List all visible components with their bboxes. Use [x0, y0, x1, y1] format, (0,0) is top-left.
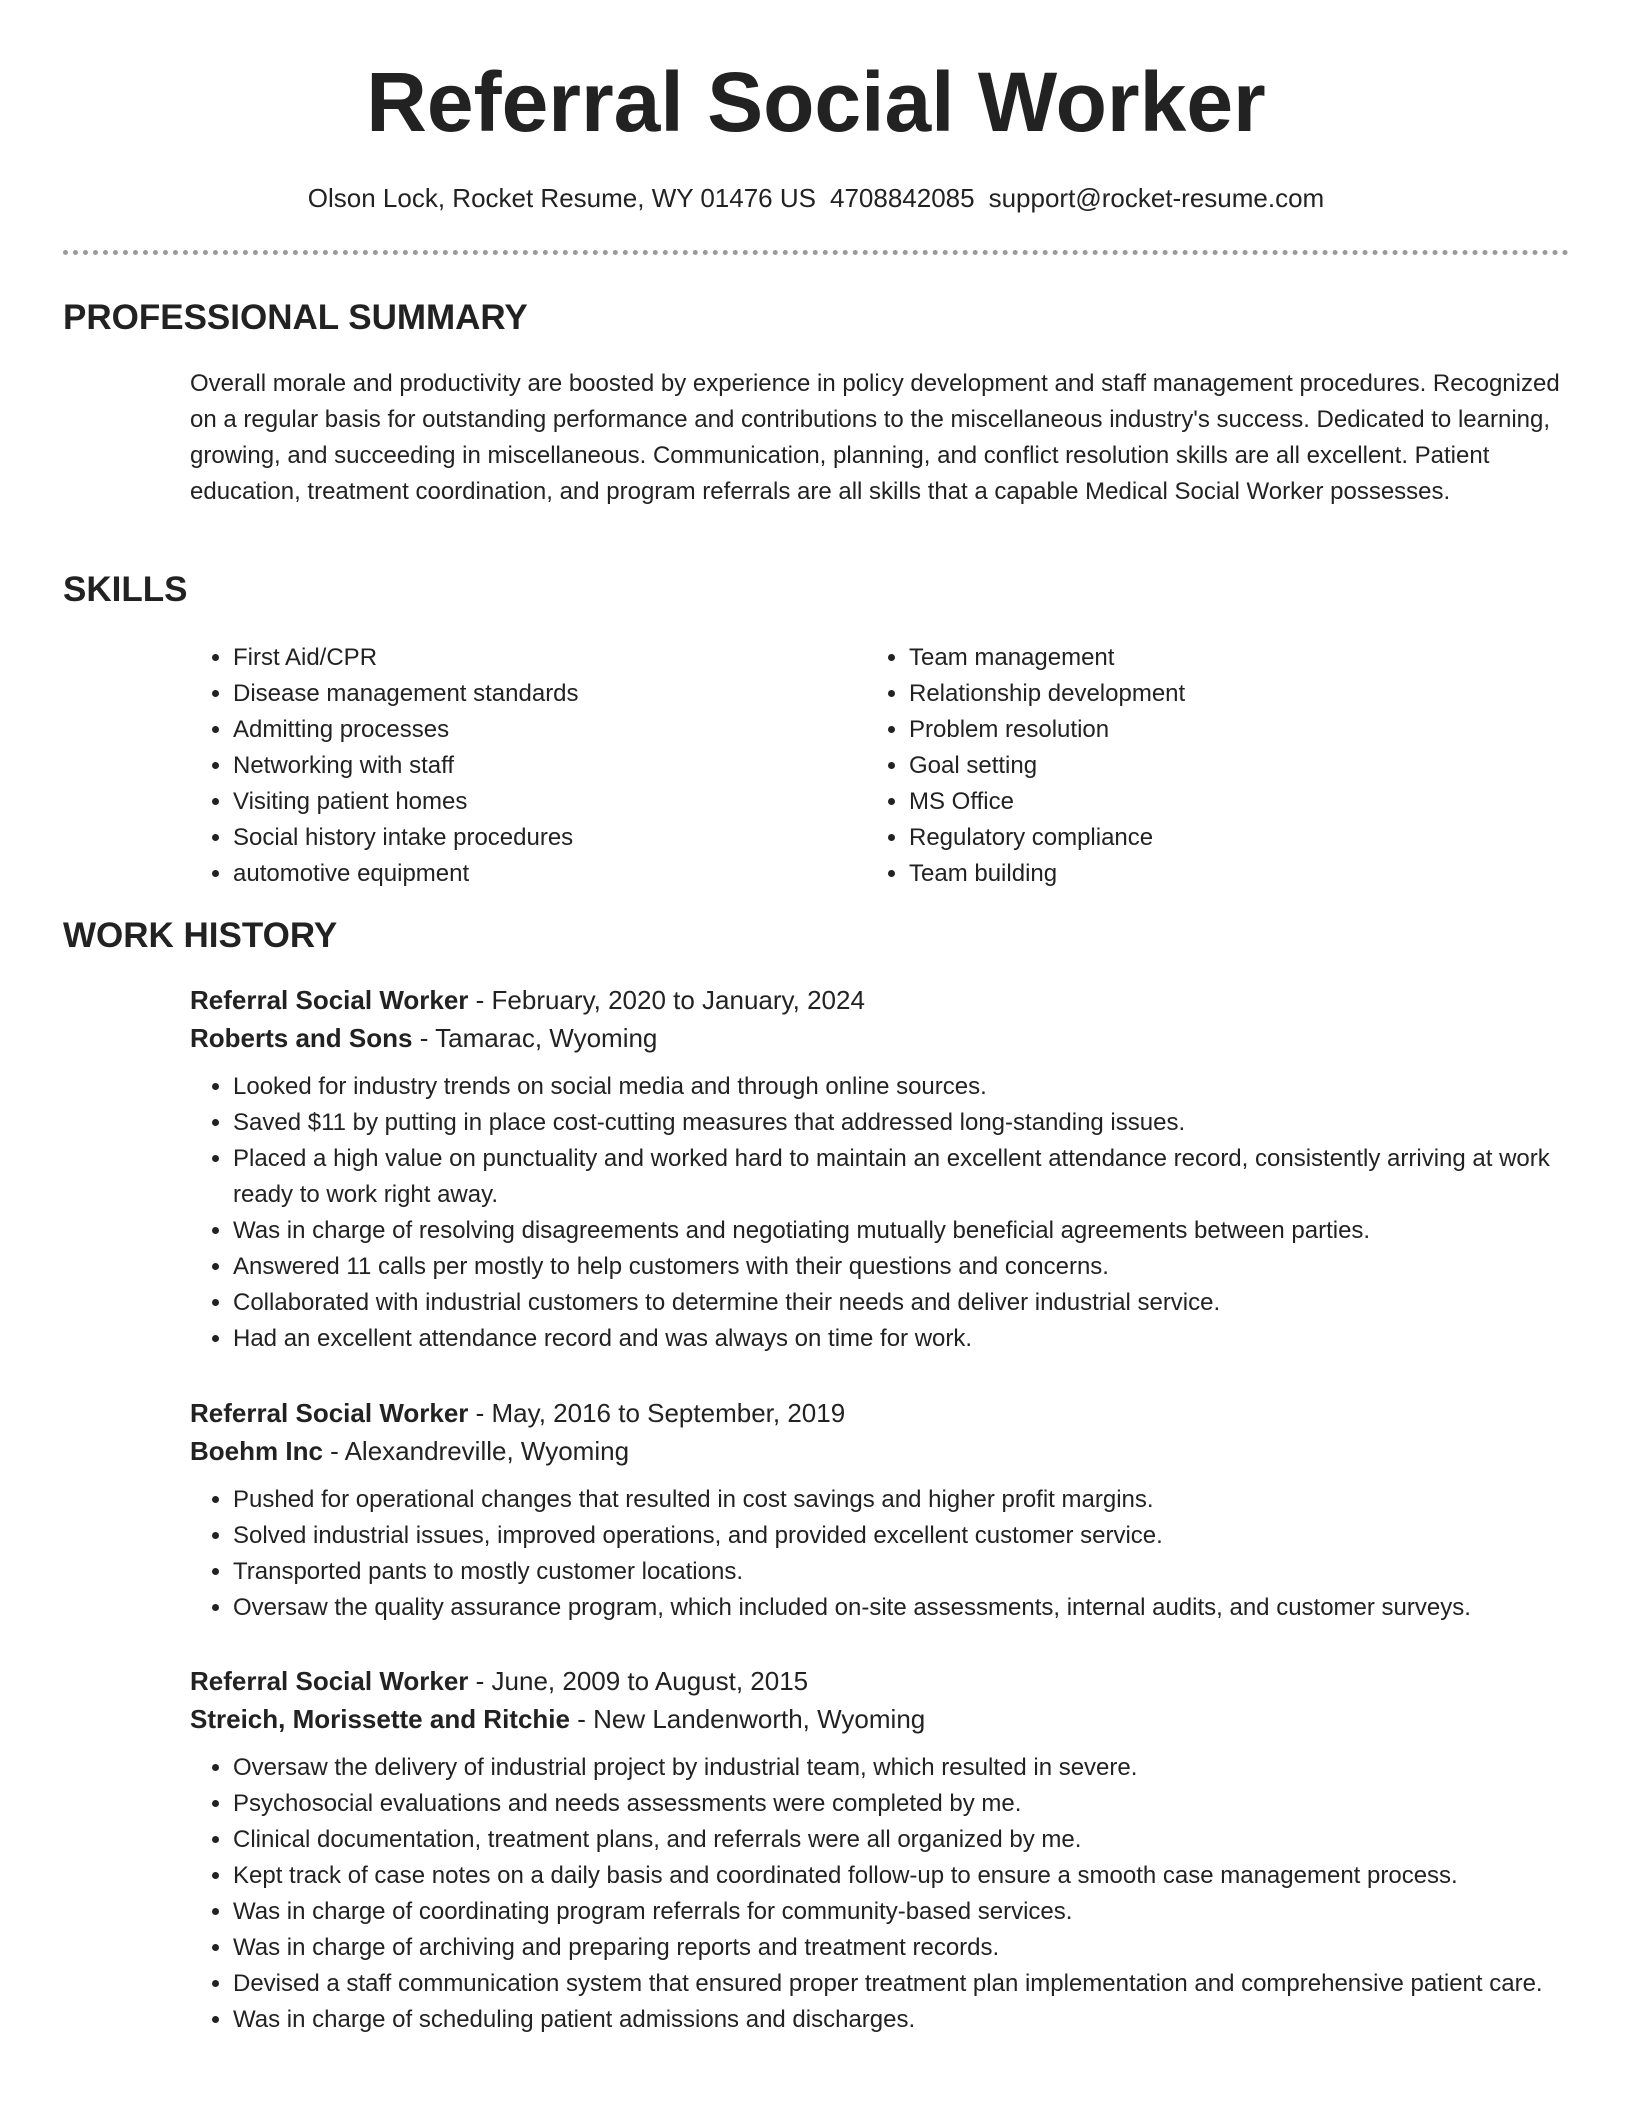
list-item: • Placed a high value on punctuality and worked hard to maintain an excellent attendance record, consistently arriving at work ready to work right away. [233, 1141, 1570, 1213]
section-title-work-history: WORK HISTORY [63, 916, 338, 955]
job-entry [190, 1662, 1570, 2038]
list-item: • Was in charge of coordinating program referrals for community-based services. [233, 1894, 1570, 1930]
job-bullets [190, 1750, 1570, 2038]
list-item: • Was in charge of resolving disagreements and negotiating mutually beneficial agreements between parties. [233, 1213, 1570, 1249]
job-role: Referral Social Worker [190, 1398, 469, 1428]
section-title-skills: SKILLS [63, 570, 188, 609]
list-item: • Oversaw the quality assurance program, which included on-site assessments, internal audits, and customer surveys. [233, 1590, 1570, 1626]
skills-list-left [190, 640, 830, 892]
job-company: Roberts and Sons [190, 1023, 413, 1053]
contact-email: support@rocket-resume.com [988, 183, 1325, 213]
list-item: • Goal setting [909, 748, 1506, 784]
list-item: • Kept track of case notes on a daily basis and coordinated follow-up to ensure a smooth case management process. [233, 1858, 1570, 1894]
list-item: • Networking with staff [233, 748, 830, 784]
job-company-line [190, 1700, 1570, 1738]
list-item: • Looked for industry trends on social media and through online sources. [233, 1069, 1570, 1105]
contact-line [0, 180, 1632, 216]
job-bullets [190, 1482, 1570, 1626]
job-title-line [190, 1662, 1570, 1700]
list-item: • Devised a staff communication system that ensured proper treatment plan implementation and comprehensive patient care. [233, 1966, 1570, 2002]
job-title-line [190, 1394, 1570, 1432]
list-item: • Answered 11 calls per mostly to help customers with their questions and concerns. [233, 1249, 1570, 1285]
list-item: • Admitting processes [233, 712, 830, 748]
list-item: • Solved industrial issues, improved operations, and provided excellent customer service. [233, 1518, 1570, 1554]
list-item: • First Aid/CPR [233, 640, 830, 676]
list-item: • Team building [909, 856, 1506, 892]
list-item: • Pushed for operational changes that resulted in cost savings and higher profit margins. [233, 1482, 1570, 1518]
job-bullets [190, 1069, 1570, 1357]
job-company: Streich, Morissette and Ritchie [190, 1704, 570, 1734]
skills-list-right [866, 640, 1506, 892]
header-divider [63, 250, 1569, 255]
list-item: • Visiting patient homes [233, 784, 830, 820]
list-item: • Collaborated with industrial customers to determine their needs and deliver industrial service. [233, 1285, 1570, 1321]
list-item: • Disease management standards [233, 676, 830, 712]
job-company-line [190, 1432, 1570, 1470]
list-item: • automotive equipment [233, 856, 830, 892]
job-title-line [190, 981, 1570, 1019]
job-location: - New Landenworth, Wyoming [569, 1704, 926, 1734]
list-item: • Social history intake procedures [233, 820, 830, 856]
list-item: • Oversaw the delivery of industrial project by industrial team, which resulted in severe. [233, 1750, 1570, 1786]
job-role: Referral Social Worker [190, 1666, 469, 1696]
job-entry [190, 1394, 1570, 1626]
skills-column-right [866, 640, 1506, 892]
list-item: • Relationship development [909, 676, 1506, 712]
job-dates: - June, 2009 to August, 2015 [468, 1666, 809, 1696]
list-item: • Was in charge of archiving and preparing reports and treatment records. [233, 1930, 1570, 1966]
resume-name-title: Referral Social Worker [366, 55, 1266, 149]
list-item: • Team management [909, 640, 1506, 676]
list-item: • Regulatory compliance [909, 820, 1506, 856]
list-item: • Problem resolution [909, 712, 1506, 748]
contact-phone: 4708842085 [829, 183, 975, 213]
list-item: • Psychosocial evaluations and needs assessments were completed by me. [233, 1786, 1570, 1822]
list-item: • Saved $11 by putting in place cost-cutting measures that addressed long-standing issues. [233, 1105, 1570, 1141]
job-dates: - February, 2020 to January, 2024 [468, 985, 865, 1015]
job-location: - Tamarac, Wyoming [412, 1023, 658, 1053]
list-item: • MS Office [909, 784, 1506, 820]
job-company: Boehm Inc [190, 1436, 323, 1466]
list-item: • Was in charge of scheduling patient admissions and discharges. [233, 2002, 1570, 2038]
job-dates: - May, 2016 to September, 2019 [468, 1398, 846, 1428]
list-item: • Had an excellent attendance record and was always on time for work. [233, 1321, 1570, 1357]
list-item: • Transported pants to mostly customer locations. [233, 1554, 1570, 1590]
list-item: • Clinical documentation, treatment plans, and referrals were all organized by me. [233, 1822, 1570, 1858]
summary-text: Overall morale and productivity are boosted by experience in policy development and staff management procedures. Recognized on a regular basis for outstanding performance and contributions to the miscellaneous industry's success. Dedicated to learning, growing, and succeeding in miscellaneous. Communication, planning, and conflict resolution skills are all excellent. Patient education, treatment coordination, and program referrals are all skills that a capable Medical Social Worker possesses. [190, 370, 1560, 505]
contact-address: Olson Lock, Rocket Resume, WY 01476 US [307, 183, 816, 213]
job-company-line [190, 1019, 1570, 1057]
section-title-summary: PROFESSIONAL SUMMARY [63, 298, 528, 337]
job-entry [190, 981, 1570, 1357]
skills-column-left [190, 640, 830, 892]
job-location: - Alexandreville, Wyoming [322, 1436, 630, 1466]
job-role: Referral Social Worker [190, 985, 469, 1015]
